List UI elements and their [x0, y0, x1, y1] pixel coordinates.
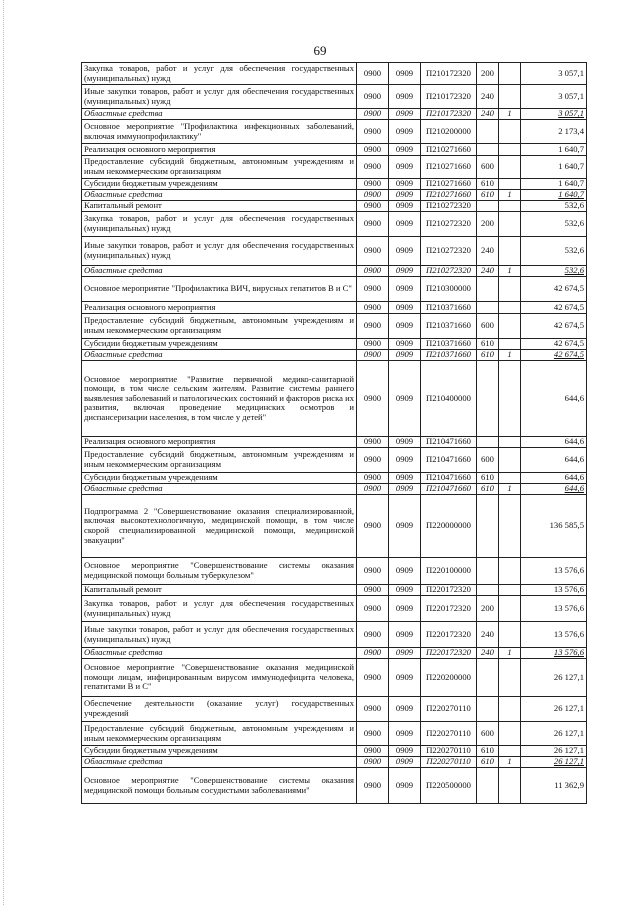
- target-article-cell: П210271660: [421, 144, 477, 156]
- expense-type-cell: [477, 361, 499, 437]
- section-code-cell: 0900: [357, 201, 389, 212]
- table-row: [82, 484, 587, 495]
- subsection-code-cell: 0909: [389, 448, 421, 473]
- funding-source-cell: [499, 697, 521, 722]
- expense-type-cell: 600: [477, 314, 499, 339]
- expense-type-cell: 200: [477, 596, 499, 622]
- funding-source-cell: [499, 277, 521, 302]
- table-row: [82, 495, 587, 558]
- subsection-code-cell: 0909: [389, 109, 421, 120]
- amount-cell: 26 127,1: [521, 697, 587, 722]
- section-code-cell: 0900: [357, 156, 389, 179]
- row-name-cell: Предоставление субсидий бюджетным, автономным учреждениям и иным некоммерческим организациям: [82, 156, 357, 179]
- funding-source-cell: [499, 746, 521, 757]
- amount-cell: 644,6: [521, 473, 587, 484]
- subsection-code-cell: 0909: [389, 277, 421, 302]
- funding-source-cell: 1: [499, 648, 521, 659]
- row-name-cell: Областные средства: [82, 648, 357, 659]
- row-name-cell: Обеспечение деятельности (оказание услуг) государственных учреждений: [82, 697, 357, 722]
- row-name-cell: Основное мероприятие "Профилактика ВИЧ, вирусных гепатитов В и С": [82, 277, 357, 302]
- target-article-cell: П210471660: [421, 448, 477, 473]
- table-row: [82, 63, 587, 85]
- amount-cell: 42 674,5: [521, 350, 587, 361]
- target-article-cell: П210272320: [421, 201, 477, 212]
- subsection-code-cell: 0909: [389, 179, 421, 190]
- section-code-cell: 0900: [357, 277, 389, 302]
- table-row: [82, 659, 587, 697]
- table-row: [82, 179, 587, 190]
- section-code-cell: 0900: [357, 659, 389, 697]
- amount-cell: 42 674,5: [521, 302, 587, 314]
- funding-source-cell: 1: [499, 266, 521, 277]
- section-code-cell: 0900: [357, 109, 389, 120]
- table-row: [82, 302, 587, 314]
- funding-source-cell: [499, 314, 521, 339]
- funding-source-cell: [499, 558, 521, 585]
- section-code-cell: 0900: [357, 757, 389, 768]
- funding-source-cell: [499, 437, 521, 448]
- row-name-cell: Закупка товаров, работ и услуг для обеспечения государственных (муниципальных) нужд: [82, 596, 357, 622]
- subsection-code-cell: 0909: [389, 558, 421, 585]
- expense-type-cell: 610: [477, 746, 499, 757]
- target-article-cell: П210371660: [421, 350, 477, 361]
- expense-type-cell: 240: [477, 109, 499, 120]
- expense-type-cell: 240: [477, 85, 499, 109]
- row-name-cell: Капитальный ремонт: [82, 585, 357, 596]
- expense-type-cell: 240: [477, 622, 499, 648]
- expense-type-cell: 610: [477, 190, 499, 201]
- funding-source-cell: [499, 179, 521, 190]
- funding-source-cell: [499, 237, 521, 266]
- subsection-code-cell: 0909: [389, 302, 421, 314]
- funding-source-cell: [499, 596, 521, 622]
- funding-source-cell: [499, 585, 521, 596]
- amount-cell: 532,6: [521, 212, 587, 237]
- target-article-cell: П210371660: [421, 302, 477, 314]
- page-edge-line: [3, 0, 4, 905]
- target-article-cell: П210471660: [421, 437, 477, 448]
- expense-type-cell: [477, 302, 499, 314]
- table-row: [82, 437, 587, 448]
- subsection-code-cell: 0909: [389, 437, 421, 448]
- expense-type-cell: 600: [477, 722, 499, 746]
- target-article-cell: П210172320: [421, 109, 477, 120]
- target-article-cell: П210471660: [421, 473, 477, 484]
- table-row: [82, 746, 587, 757]
- expense-type-cell: [477, 277, 499, 302]
- funding-source-cell: [499, 659, 521, 697]
- target-article-cell: П210272320: [421, 237, 477, 266]
- row-name-cell: Предоставление субсидий бюджетным, автономным учреждениям и иным некоммерческим организациям: [82, 722, 357, 746]
- table-row: [82, 339, 587, 350]
- table-row: [82, 757, 587, 768]
- subsection-code-cell: 0909: [389, 596, 421, 622]
- table-row: [82, 622, 587, 648]
- budget-table: [81, 62, 587, 804]
- amount-cell: 1 640,7: [521, 179, 587, 190]
- target-article-cell: П210300000: [421, 277, 477, 302]
- subsection-code-cell: 0909: [389, 746, 421, 757]
- row-name-cell: Основное мероприятие "Профилактика инфекционных заболеваний, включая иммунопрофилактику": [82, 120, 357, 144]
- section-code-cell: 0900: [357, 212, 389, 237]
- funding-source-cell: 1: [499, 484, 521, 495]
- amount-cell: 26 127,1: [521, 757, 587, 768]
- amount-cell: 1 640,7: [521, 156, 587, 179]
- row-name-cell: Иные закупки товаров, работ и услуг для обеспечения государственных (муниципальных) нужд: [82, 622, 357, 648]
- amount-cell: 13 576,6: [521, 585, 587, 596]
- amount-cell: 42 674,5: [521, 339, 587, 350]
- section-code-cell: 0900: [357, 596, 389, 622]
- amount-cell: 11 362,9: [521, 768, 587, 804]
- section-code-cell: 0900: [357, 361, 389, 437]
- section-code-cell: 0900: [357, 768, 389, 804]
- section-code-cell: 0900: [357, 558, 389, 585]
- section-code-cell: 0900: [357, 120, 389, 144]
- row-name-cell: Предоставление субсидий бюджетным, автономным учреждениям и иным некоммерческим организациям: [82, 448, 357, 473]
- section-code-cell: 0900: [357, 722, 389, 746]
- expense-type-cell: 610: [477, 339, 499, 350]
- amount-cell: 644,6: [521, 448, 587, 473]
- row-name-cell: Иные закупки товаров, работ и услуг для обеспечения государственных (муниципальных) нужд: [82, 237, 357, 266]
- expense-type-cell: 600: [477, 156, 499, 179]
- row-name-cell: Предоставление субсидий бюджетным, автономным учреждениям и иным некоммерческим организациям: [82, 314, 357, 339]
- subsection-code-cell: 0909: [389, 659, 421, 697]
- table-row: [82, 237, 587, 266]
- table-row: [82, 596, 587, 622]
- section-code-cell: 0900: [357, 473, 389, 484]
- table-row: [82, 361, 587, 437]
- section-code-cell: 0900: [357, 495, 389, 558]
- subsection-code-cell: 0909: [389, 156, 421, 179]
- section-code-cell: 0900: [357, 697, 389, 722]
- row-name-cell: Реализация основного мероприятия: [82, 302, 357, 314]
- subsection-code-cell: 0909: [389, 585, 421, 596]
- subsection-code-cell: 0909: [389, 350, 421, 361]
- section-code-cell: 0900: [357, 448, 389, 473]
- funding-source-cell: [499, 63, 521, 85]
- expense-type-cell: 610: [477, 484, 499, 495]
- section-code-cell: 0900: [357, 179, 389, 190]
- section-code-cell: 0900: [357, 237, 389, 266]
- table-row: [82, 156, 587, 179]
- expense-type-cell: [477, 659, 499, 697]
- target-article-cell: П210271660: [421, 156, 477, 179]
- funding-source-cell: [499, 473, 521, 484]
- table-row: [82, 697, 587, 722]
- subsection-code-cell: 0909: [389, 144, 421, 156]
- target-article-cell: П210271660: [421, 190, 477, 201]
- subsection-code-cell: 0909: [389, 648, 421, 659]
- expense-type-cell: [477, 437, 499, 448]
- subsection-code-cell: 0909: [389, 120, 421, 144]
- row-name-cell: Областные средства: [82, 266, 357, 277]
- funding-source-cell: 1: [499, 350, 521, 361]
- target-article-cell: П210172320: [421, 85, 477, 109]
- section-code-cell: 0900: [357, 266, 389, 277]
- expense-type-cell: [477, 120, 499, 144]
- funding-source-cell: [499, 85, 521, 109]
- table-row: [82, 722, 587, 746]
- row-name-cell: Реализация основного мероприятия: [82, 437, 357, 448]
- expense-type-cell: 610: [477, 473, 499, 484]
- section-code-cell: 0900: [357, 314, 389, 339]
- subsection-code-cell: 0909: [389, 339, 421, 350]
- subsection-code-cell: 0909: [389, 697, 421, 722]
- funding-source-cell: [499, 495, 521, 558]
- amount-cell: 1 640,7: [521, 144, 587, 156]
- row-name-cell: Субсидии бюджетным учреждениям: [82, 339, 357, 350]
- table-row: [82, 558, 587, 585]
- amount-cell: 532,6: [521, 237, 587, 266]
- subsection-code-cell: 0909: [389, 212, 421, 237]
- amount-cell: 3 057,1: [521, 85, 587, 109]
- target-article-cell: П220270110: [421, 697, 477, 722]
- table-row: [82, 277, 587, 302]
- target-article-cell: П210272320: [421, 266, 477, 277]
- amount-cell: 644,6: [521, 437, 587, 448]
- section-code-cell: 0900: [357, 585, 389, 596]
- amount-cell: 26 127,1: [521, 659, 587, 697]
- expense-type-cell: [477, 768, 499, 804]
- subsection-code-cell: 0909: [389, 757, 421, 768]
- row-name-cell: Субсидии бюджетным учреждениям: [82, 746, 357, 757]
- expense-type-cell: [477, 558, 499, 585]
- amount-cell: 13 576,6: [521, 558, 587, 585]
- subsection-code-cell: 0909: [389, 190, 421, 201]
- table-row: [82, 473, 587, 484]
- section-code-cell: 0900: [357, 350, 389, 361]
- amount-cell: 26 127,1: [521, 722, 587, 746]
- table-row: [82, 190, 587, 201]
- section-code-cell: 0900: [357, 85, 389, 109]
- expense-type-cell: 610: [477, 757, 499, 768]
- amount-cell: 42 674,5: [521, 314, 587, 339]
- funding-source-cell: [499, 448, 521, 473]
- funding-source-cell: [499, 156, 521, 179]
- expense-type-cell: 240: [477, 266, 499, 277]
- target-article-cell: П210471660: [421, 484, 477, 495]
- target-article-cell: П210371660: [421, 314, 477, 339]
- section-code-cell: 0900: [357, 190, 389, 201]
- funding-source-cell: 1: [499, 109, 521, 120]
- expense-type-cell: [477, 144, 499, 156]
- section-code-cell: 0900: [357, 622, 389, 648]
- expense-type-cell: [477, 697, 499, 722]
- amount-cell: 644,6: [521, 484, 587, 495]
- funding-source-cell: [499, 768, 521, 804]
- row-name-cell: Областные средства: [82, 484, 357, 495]
- target-article-cell: П220172320: [421, 648, 477, 659]
- row-name-cell: Основное мероприятие "Совершенствование системы оказания медицинской помощи больным туберкулезом": [82, 558, 357, 585]
- expense-type-cell: 240: [477, 237, 499, 266]
- amount-cell: 42 674,5: [521, 277, 587, 302]
- amount-cell: 1 640,7: [521, 190, 587, 201]
- row-name-cell: Областные средства: [82, 757, 357, 768]
- amount-cell: 136 585,5: [521, 495, 587, 558]
- table-row: [82, 266, 587, 277]
- subsection-code-cell: 0909: [389, 63, 421, 85]
- row-name-cell: Закупка товаров, работ и услуг для обеспечения государственных (муниципальных) нужд: [82, 212, 357, 237]
- funding-source-cell: [499, 361, 521, 437]
- row-name-cell: Субсидии бюджетным учреждениям: [82, 473, 357, 484]
- target-article-cell: П210271660: [421, 179, 477, 190]
- subsection-code-cell: 0909: [389, 484, 421, 495]
- funding-source-cell: [499, 120, 521, 144]
- amount-cell: 13 576,6: [521, 596, 587, 622]
- table-row: [82, 648, 587, 659]
- target-article-cell: П210371660: [421, 339, 477, 350]
- amount-cell: 3 057,1: [521, 63, 587, 85]
- expense-type-cell: 610: [477, 179, 499, 190]
- target-article-cell: П220200000: [421, 659, 477, 697]
- table-row: [82, 585, 587, 596]
- funding-source-cell: [499, 144, 521, 156]
- subsection-code-cell: 0909: [389, 201, 421, 212]
- target-article-cell: П210200000: [421, 120, 477, 144]
- row-name-cell: Субсидии бюджетным учреждениям: [82, 179, 357, 190]
- subsection-code-cell: 0909: [389, 314, 421, 339]
- target-article-cell: П220172320: [421, 585, 477, 596]
- subsection-code-cell: 0909: [389, 361, 421, 437]
- target-article-cell: П220270110: [421, 757, 477, 768]
- row-name-cell: Капитальный ремонт: [82, 201, 357, 212]
- section-code-cell: 0900: [357, 746, 389, 757]
- subsection-code-cell: 0909: [389, 85, 421, 109]
- subsection-code-cell: 0909: [389, 722, 421, 746]
- row-name-cell: Областные средства: [82, 109, 357, 120]
- funding-source-cell: 1: [499, 757, 521, 768]
- target-article-cell: П220172320: [421, 596, 477, 622]
- funding-source-cell: [499, 622, 521, 648]
- section-code-cell: 0900: [357, 63, 389, 85]
- subsection-code-cell: 0909: [389, 495, 421, 558]
- section-code-cell: 0900: [357, 144, 389, 156]
- amount-cell: 2 173,4: [521, 120, 587, 144]
- row-name-cell: Реализация основного мероприятия: [82, 144, 357, 156]
- section-code-cell: 0900: [357, 437, 389, 448]
- table-row: [82, 120, 587, 144]
- funding-source-cell: [499, 722, 521, 746]
- target-article-cell: П220500000: [421, 768, 477, 804]
- target-article-cell: П220270110: [421, 722, 477, 746]
- target-article-cell: П210272320: [421, 212, 477, 237]
- row-name-cell: Основное мероприятие "Совершенствование оказания медицинской помощи лицам, инфицированным вирусом иммунодефицита человека, гепатитами В и С": [82, 659, 357, 697]
- page-number: 69: [313, 43, 327, 58]
- amount-cell: 644,6: [521, 361, 587, 437]
- subsection-code-cell: 0909: [389, 622, 421, 648]
- amount-cell: 26 127,1: [521, 746, 587, 757]
- table-row: [82, 144, 587, 156]
- funding-source-cell: [499, 302, 521, 314]
- row-name-cell: Основное мероприятие "Развитие первичной медико-санитарной помощи, в том числе сельским жителям. Развитие системы раннего выявления заболеваний и патологических состояний и факторов риска их развития, включая проведение медицинских осмотров и диспансеризации населения, в том числе у детей": [82, 361, 357, 437]
- expense-type-cell: 200: [477, 212, 499, 237]
- expense-type-cell: [477, 495, 499, 558]
- row-name-cell: Областные средства: [82, 350, 357, 361]
- amount-cell: 532,6: [521, 266, 587, 277]
- expense-type-cell: 610: [477, 350, 499, 361]
- row-name-cell: Основное мероприятие "Совершенствование системы оказания медицинской помощи больным сосудистыми заболеваниями": [82, 768, 357, 804]
- target-article-cell: П210400000: [421, 361, 477, 437]
- subsection-code-cell: 0909: [389, 237, 421, 266]
- expense-type-cell: 600: [477, 448, 499, 473]
- section-code-cell: 0900: [357, 484, 389, 495]
- funding-source-cell: 1: [499, 190, 521, 201]
- budget-table-body: [82, 63, 587, 804]
- subsection-code-cell: 0909: [389, 768, 421, 804]
- table-row: [82, 201, 587, 212]
- amount-cell: 13 576,6: [521, 648, 587, 659]
- expense-type-cell: [477, 201, 499, 212]
- funding-source-cell: [499, 212, 521, 237]
- target-article-cell: П220270110: [421, 746, 477, 757]
- amount-cell: 3 057,1: [521, 109, 587, 120]
- expense-type-cell: 200: [477, 63, 499, 85]
- table-row: [82, 314, 587, 339]
- row-name-cell: Иные закупки товаров, работ и услуг для обеспечения государственных (муниципальных) нужд: [82, 85, 357, 109]
- section-code-cell: 0900: [357, 339, 389, 350]
- section-code-cell: 0900: [357, 302, 389, 314]
- table-row: [82, 212, 587, 237]
- row-name-cell: Закупка товаров, работ и услуг для обеспечения государственных (муниципальных) нужд: [82, 63, 357, 85]
- section-code-cell: 0900: [357, 648, 389, 659]
- funding-source-cell: [499, 339, 521, 350]
- funding-source-cell: [499, 201, 521, 212]
- expense-type-cell: 240: [477, 648, 499, 659]
- table-row: [82, 448, 587, 473]
- subsection-code-cell: 0909: [389, 473, 421, 484]
- expense-type-cell: [477, 585, 499, 596]
- row-name-cell: Подпрограмма 2 "Совершенствование оказания специализированной, включая высокотехнологичную, медицинской помощи, в том числе скорой специализированной медицинской помощи, медицинской эвакуации": [82, 495, 357, 558]
- amount-cell: 13 576,6: [521, 622, 587, 648]
- row-name-cell: Областные средства: [82, 190, 357, 201]
- target-article-cell: П210172320: [421, 63, 477, 85]
- target-article-cell: П220100000: [421, 558, 477, 585]
- table-row: [82, 109, 587, 120]
- table-row: [82, 350, 587, 361]
- target-article-cell: П220172320: [421, 622, 477, 648]
- amount-cell: 532,6: [521, 201, 587, 212]
- target-article-cell: П220000000: [421, 495, 477, 558]
- table-row: [82, 85, 587, 109]
- table-row: [82, 768, 587, 804]
- subsection-code-cell: 0909: [389, 266, 421, 277]
